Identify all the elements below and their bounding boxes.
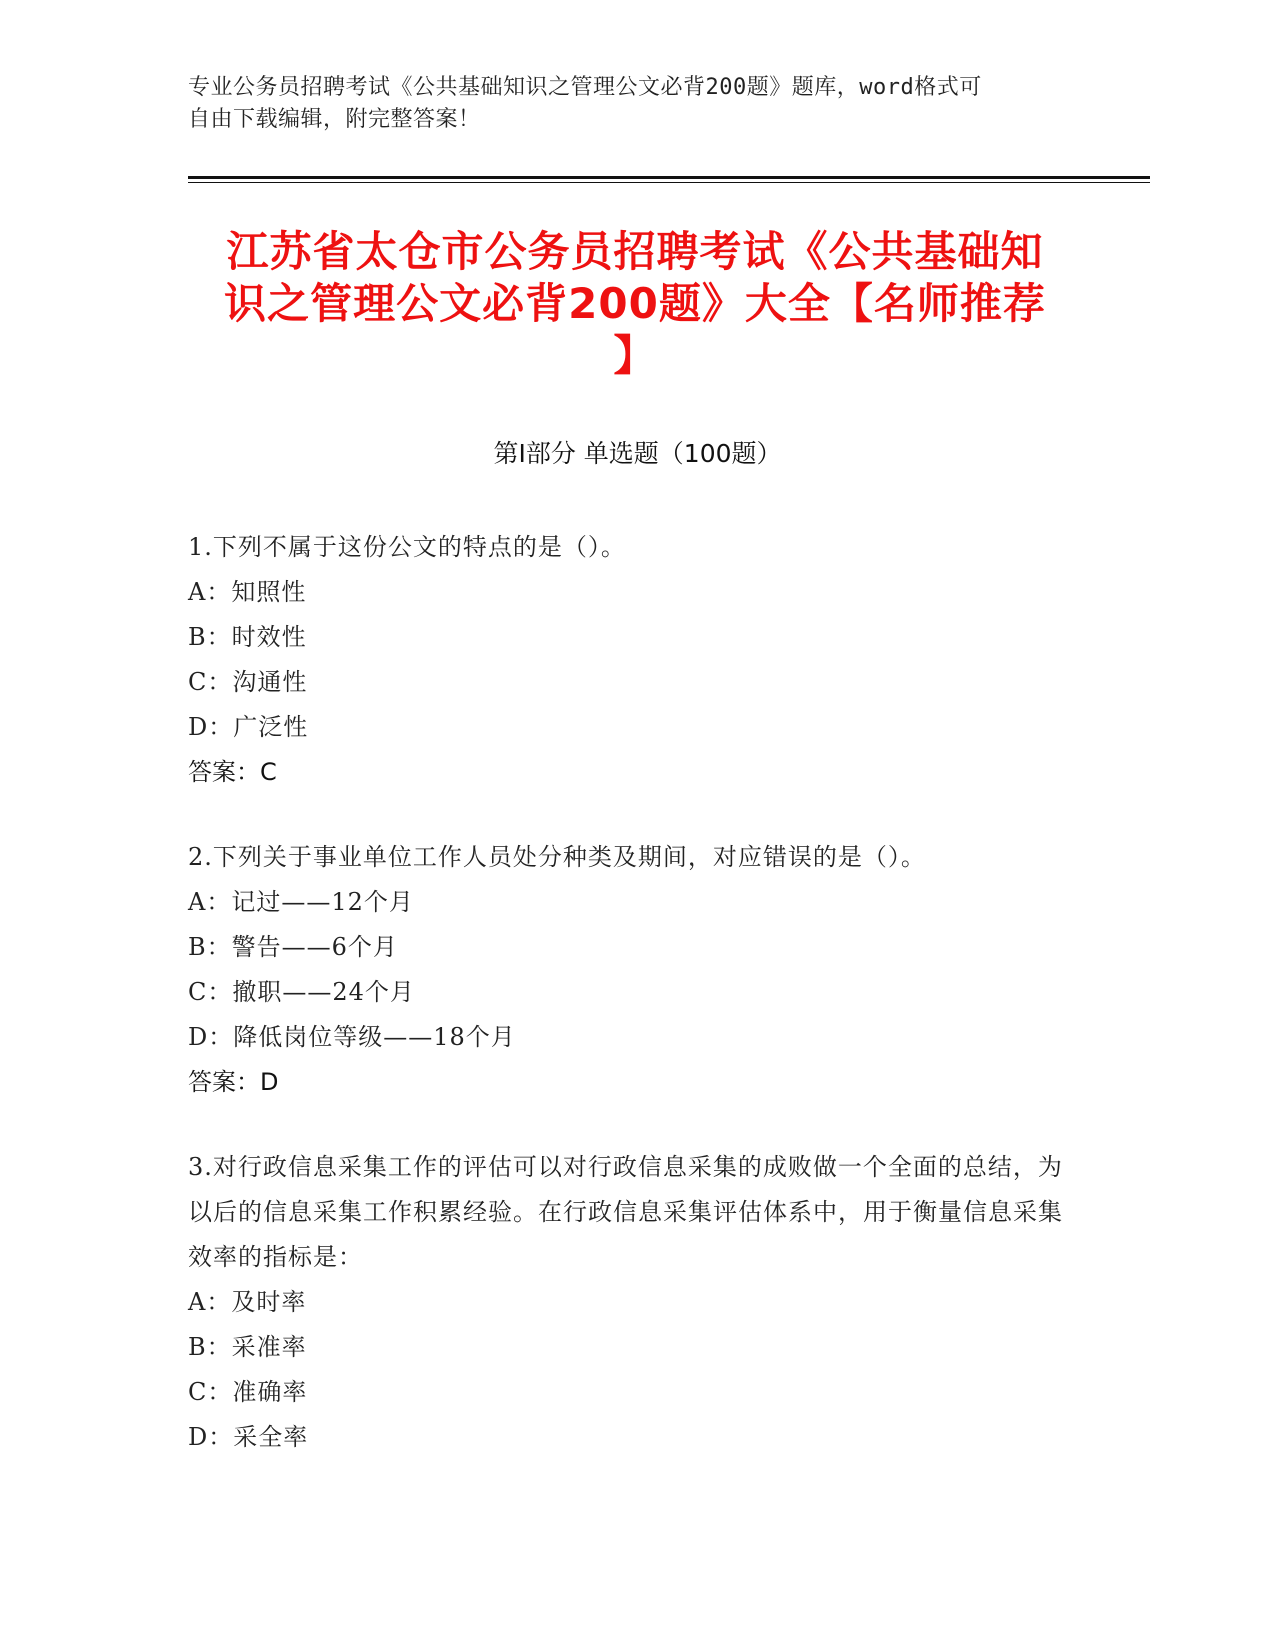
option-a: A：知照性 [188, 578, 307, 606]
header-note-line-1: 专业公务员招聘考试《公共基础知识之管理公文必背200题》题库，word格式可 [188, 75, 982, 100]
header-note-line-2: 自由下载编辑，附完整答案！ [188, 107, 481, 132]
question-3 [188, 1145, 1068, 1460]
document-title [195, 226, 1075, 382]
header-rule-thin [188, 182, 1150, 183]
section-title: 第Ⅰ部分 单选题（100题） [493, 439, 782, 468]
question-stem: 3.对行政信息采集工作的评估可以对行政信息采集的成败做一个全面的总结，为以后的信息采集工作积累经验。在行政信息采集评估体系中，用于衡量信息采集效率的指标是： [188, 1153, 1063, 1271]
question-list [188, 525, 1068, 1500]
header-rule-thick [188, 176, 1150, 179]
question-2 [188, 835, 1068, 1105]
question-1 [188, 525, 1068, 795]
option-d: D：广泛性 [188, 713, 309, 741]
option-c: C：准确率 [188, 1378, 308, 1406]
question-stem: 2.下列关于事业单位工作人员处分种类及期间，对应错误的是（）。 [188, 843, 926, 871]
header-note [188, 72, 1068, 136]
option-d: D：采全率 [188, 1423, 309, 1451]
option-b: B：时效性 [188, 623, 307, 651]
answer: 答案：C [188, 758, 277, 786]
option-d: D：降低岗位等级——18个月 [188, 1023, 516, 1051]
option-a: A：记过——12个月 [188, 888, 414, 916]
option-c: C：撤职——24个月 [188, 978, 415, 1006]
option-b: B：采准率 [188, 1333, 307, 1361]
document-title-line-2: 识之管理公文必背200题》大全【名师推荐 [224, 279, 1046, 328]
option-a: A：及时率 [188, 1288, 307, 1316]
document-title-line-1: 江苏省太仓市公务员招聘考试《公共基础知 [226, 227, 1044, 276]
question-stem: 1.下列不属于这份公文的特点的是（）。 [188, 533, 626, 561]
document-title-line-3: 】 [613, 331, 657, 380]
answer: 答案：D [188, 1068, 279, 1096]
option-b: B：警告——6个月 [188, 933, 398, 961]
option-c: C：沟通性 [188, 668, 308, 696]
